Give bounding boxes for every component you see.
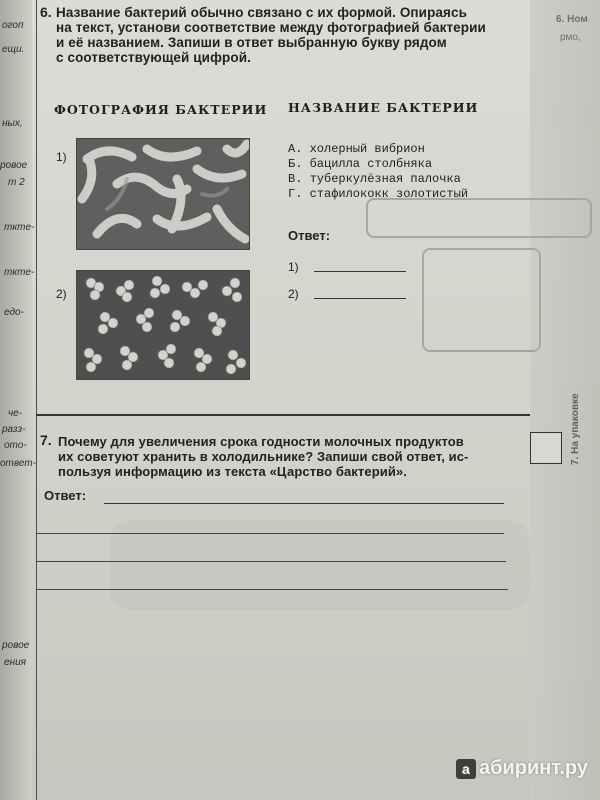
instruction-line: с соответствующей цифрой.	[56, 50, 251, 65]
task6-answer-label: Ответ:	[288, 228, 331, 243]
answer-writing-line[interactable]	[104, 503, 504, 504]
margin-fragment: ных,	[2, 118, 23, 129]
bleed-through-box	[366, 198, 592, 238]
instruction-line: Название бактерий обычно связано с их формой. Опираясь	[56, 5, 468, 20]
answer-writing-line[interactable]	[36, 561, 506, 562]
margin-fragment: ения	[4, 657, 26, 668]
next-page-edge	[530, 0, 600, 800]
bacteria-name-option: Г. стафилококк золотистый	[288, 187, 469, 201]
name-column-header: НАЗВАНИЕ БАКТЕРИИ	[288, 100, 479, 115]
bacteria-name-option: В. туберкулёзная палочка	[288, 172, 461, 186]
watermark-text: абиринт.ру	[478, 757, 588, 779]
photo-cocci-bacteria	[76, 270, 250, 380]
page-border-vertical	[36, 0, 37, 800]
answer-writing-line[interactable]	[36, 533, 504, 534]
task6-number: 6.	[40, 4, 52, 20]
right-fragment: 6. Ном	[556, 14, 588, 25]
margin-fragment: т 2	[8, 177, 25, 188]
margin-fragment: огоп	[2, 20, 24, 31]
margin-fragment: едо-	[4, 307, 24, 318]
bleed-through-box	[422, 248, 541, 352]
answer-1-field[interactable]	[314, 271, 406, 272]
bacteria-name-list	[288, 142, 468, 202]
photo-rod-bacteria	[76, 138, 250, 250]
margin-fragment: ещи.	[2, 44, 25, 55]
margin-fragment: ровое	[0, 160, 28, 171]
score-box	[530, 432, 562, 464]
answer-2-field[interactable]	[314, 298, 406, 299]
question-line: пользуя информацию из текста «Царство бактерий».	[58, 464, 407, 479]
previous-page-margin	[0, 0, 37, 800]
photo-label-1: 1)	[56, 150, 67, 164]
task7-answer-label: Ответ:	[44, 488, 87, 503]
labirint-logo-icon: a	[456, 759, 476, 779]
task7-question	[58, 434, 523, 479]
photo-column-header: ФОТОГРАФИЯ БАКТЕРИИ	[54, 102, 268, 117]
question-line: их советуют хранить в холодильнике? Запиши свой ответ, ис-	[58, 449, 469, 464]
bacteria-name-option: А. холерный вибрион	[288, 142, 425, 156]
bacteria-name-option: Б. бацилла столбняка	[288, 157, 433, 171]
margin-fragment: ткте-	[4, 267, 35, 278]
instruction-line: и её названием. Запиши в ответ выбранную букву рядом	[56, 35, 447, 50]
task6-instruction	[56, 5, 526, 65]
margin-fragment: ткте-	[4, 222, 35, 233]
task-divider	[36, 414, 530, 416]
margin-fragment: ответ-	[0, 458, 37, 469]
task7-number: 7.	[40, 432, 52, 448]
photo-label-2: 2)	[56, 287, 67, 301]
question-line: Почему для увеличения срока годности молочных продуктов	[58, 434, 464, 449]
right-fragment: рмо,	[560, 32, 581, 43]
answer-writing-line[interactable]	[36, 589, 508, 590]
margin-fragment: че-	[8, 408, 23, 419]
right-fragment: 7. На упаковке	[570, 393, 581, 465]
answer-row-label: 2)	[288, 287, 299, 301]
labirint-watermark	[456, 757, 588, 780]
margin-fragment: ото-	[4, 440, 27, 451]
answer-row-label: 1)	[288, 260, 299, 274]
margin-fragment: ровое	[2, 640, 30, 651]
margin-fragment: разз-	[2, 424, 26, 435]
instruction-line: на текст, установи соответствие между фотографией бактерии	[56, 20, 486, 35]
